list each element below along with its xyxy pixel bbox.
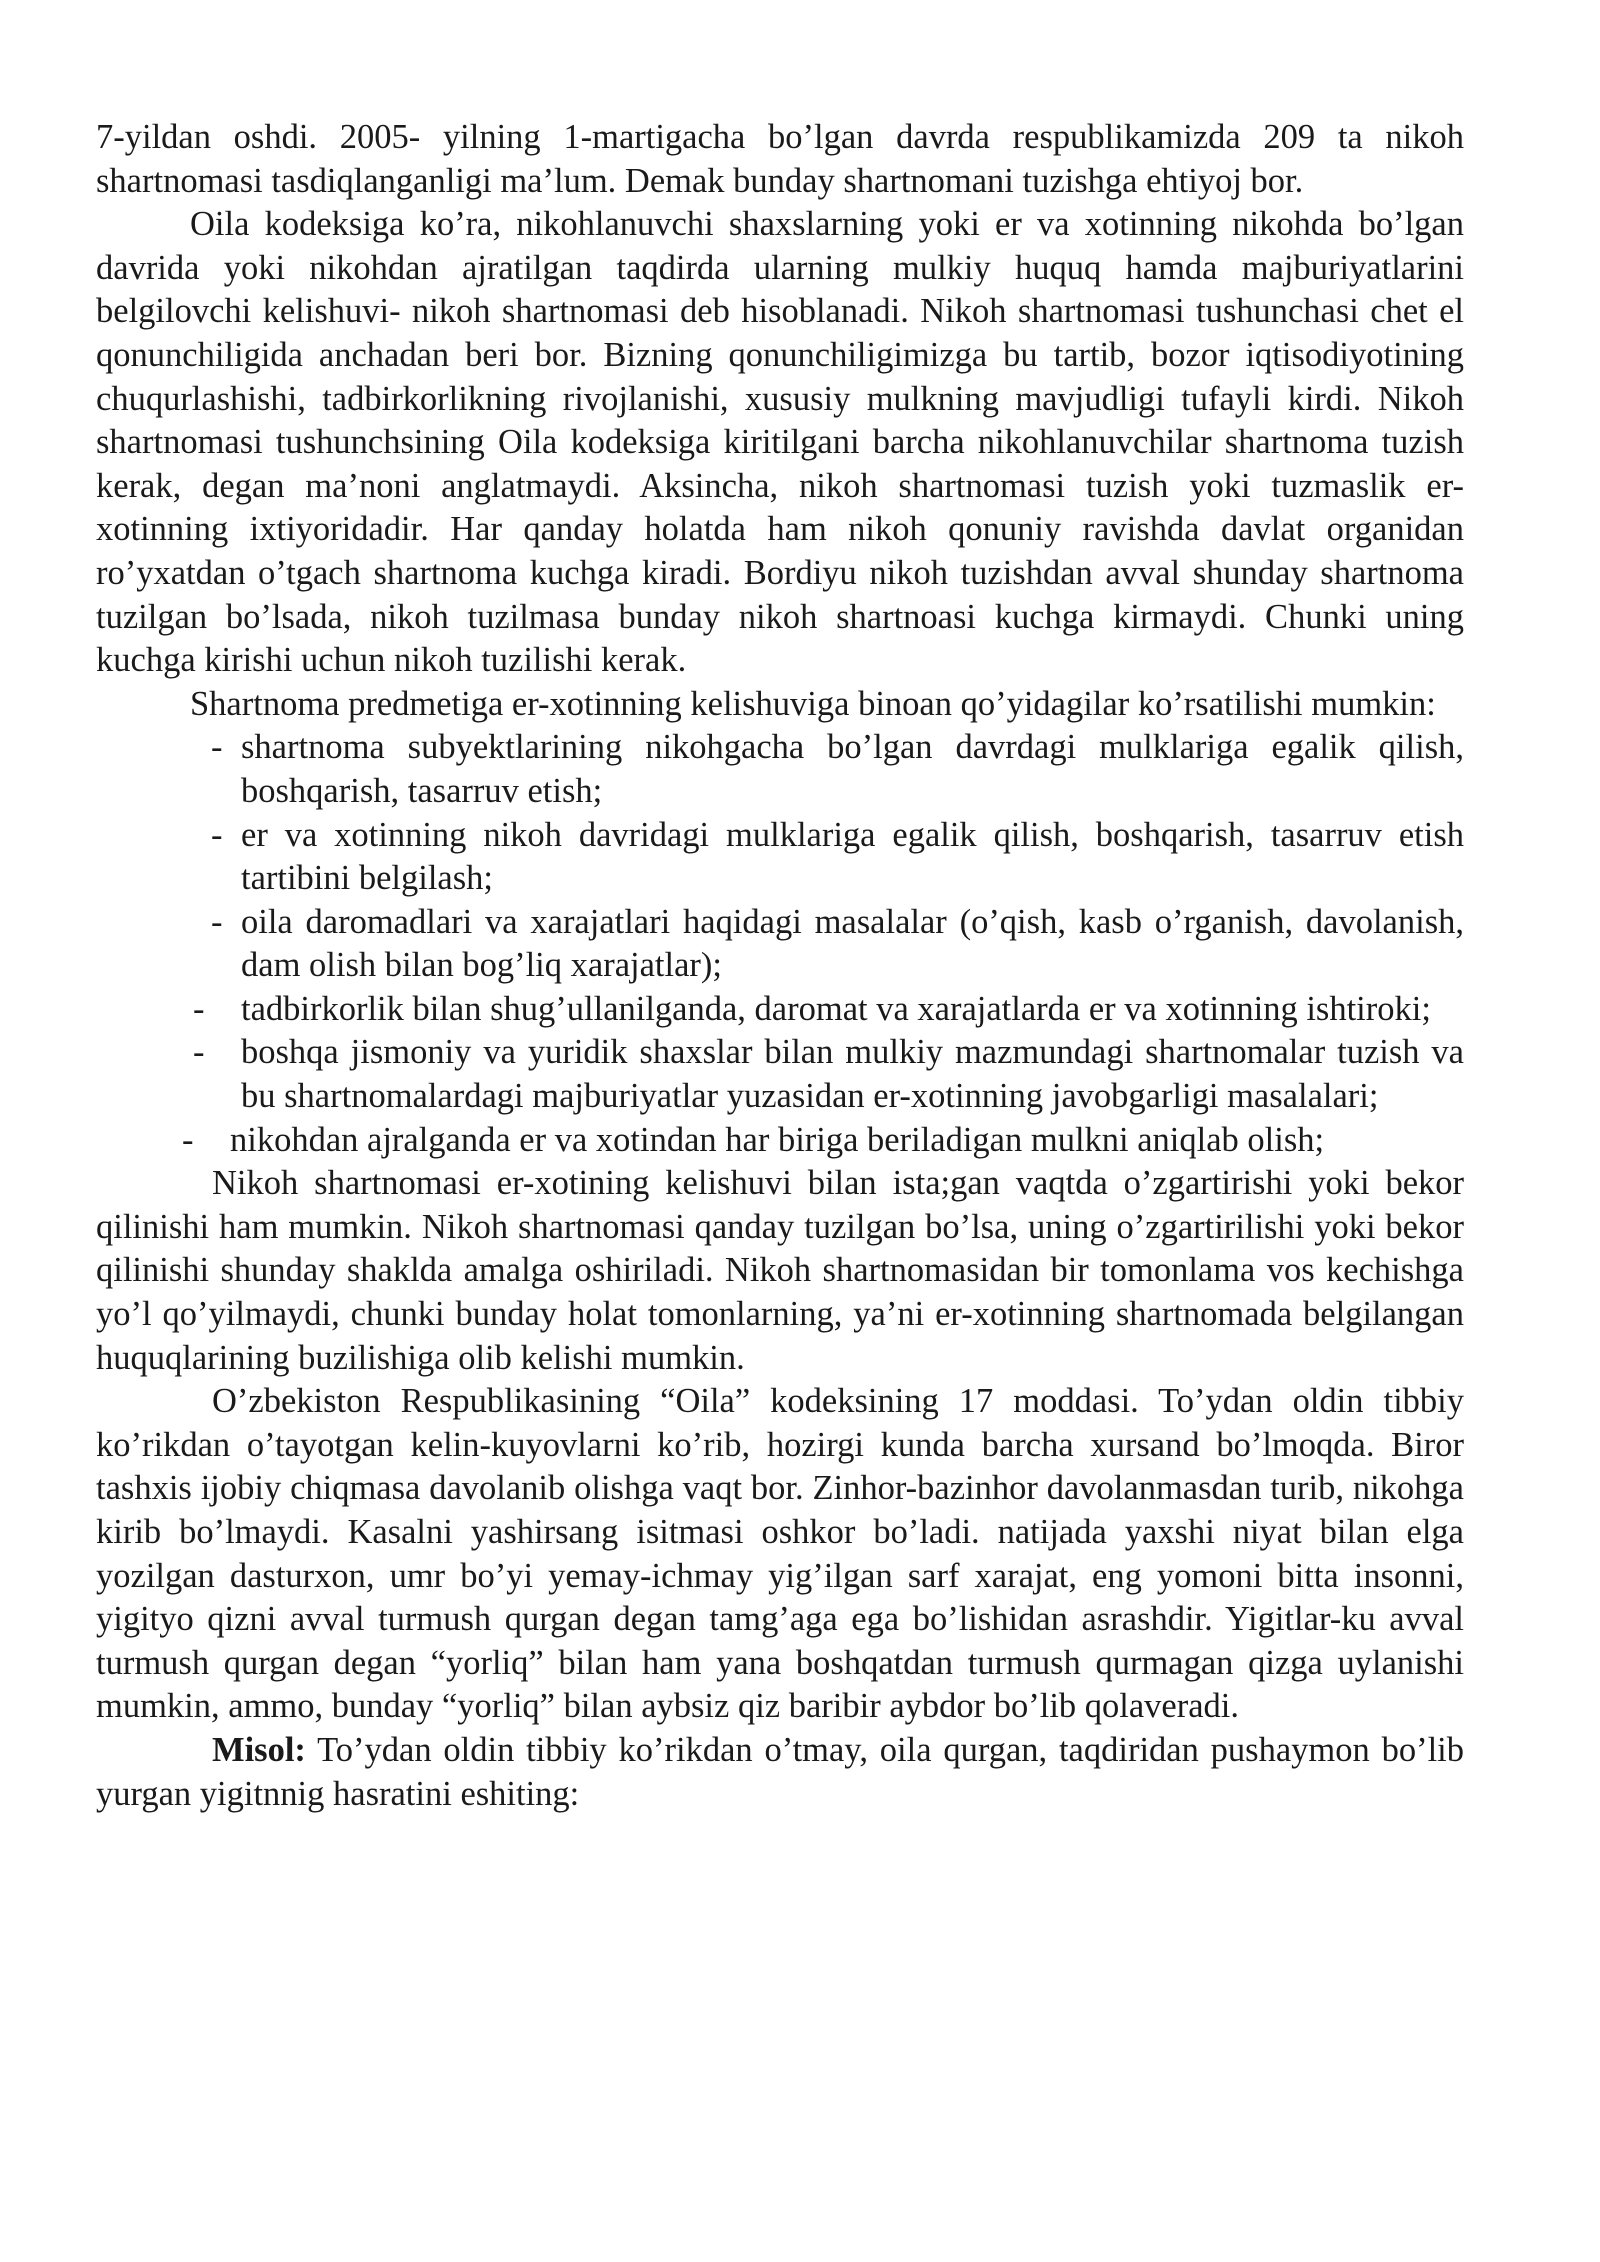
- document-page: [96, 116, 1464, 1816]
- list-dash: -: [211, 815, 223, 854]
- list-dash: -: [193, 989, 205, 1028]
- list-item: [96, 901, 1464, 988]
- example-text: To’ydan oldin tibbiy ko’rikdan o’tmay, oila qurgan, taqdiridan pushaymon bo’lib yurgan yigitnnig hasratini eshiting:: [96, 1730, 1464, 1813]
- list-item-text: shartnoma subyektlarining nikohgacha bo’lgan davrdagi mulklariga egalik qilish, boshqarish, tasarruv etish;: [241, 728, 1464, 810]
- list-dash: -: [182, 1120, 194, 1159]
- list-item-text: nikohdan ajralganda er va xotindan har biriga beriladigan mulkni aniqlab olish;: [230, 1120, 1325, 1159]
- list-dash: -: [211, 902, 223, 941]
- list-item-text: boshqa jismoniy va yuridik shaxslar bilan mulkiy mazmundagi shartnomalar tuzish va bu shartnomalardagi majburiyatlar yuzasidan er-xotinning javobgarligi masalalari;: [241, 1033, 1464, 1116]
- list-dash: -: [211, 728, 223, 767]
- paragraph-3: Shartnoma predmetiga er-xotinning kelishuviga binoan qo’yidagilar ko’rsatilishi mumkin:: [190, 684, 1436, 723]
- list-item-text: oila daromadlari va xarajatlari haqidagi masalalar (o’qish, kasb o’rganish, davolanish, dam olish bilan bog’liq xarajatlar);: [241, 902, 1464, 985]
- list-item: [96, 1119, 1464, 1163]
- paragraph-5: O’zbekiston Respublikasining “Oila” kodeksining 17 moddasi. To’ydan oldin tibbiy ko’rikdan o’tayotgan kelin-kuyovlarni ko’rib, hozirgi kunda barcha xursand bo’lmoqda. Biror tashxis ijobiy chiqmasa davolanib olishga vaqt bor. Zinhor-bazinhor davolanmasdan turib, nikohga kirib bo’lmaydi. Kasalni yashirsang isitmasi oshkor bo’ladi. natijada yaxshi niyat bilan elga yozilgan dasturxon, umr bo’yi yemay-ichmay yig’ilgan sarf xarajat, eng yomoni bitta insonni, yigityo qizni avval turmush qurgan degan tamg’aga ega bo’lishidan asrashdir. Yigitlar-ku avval turmush qurgan degan “yorliq” bilan ham yana boshqatdan turmush qurmagan qizga uylanishi mumkin, ammo, bunday “yorliq” bilan aybsiz qiz baribir aybdor bo’lib qolaveradi.: [96, 1382, 1464, 1726]
- list-item: [96, 988, 1464, 1032]
- subject-list: [96, 726, 1464, 1162]
- list-item: [96, 726, 1464, 813]
- paragraph-6: [96, 1729, 1464, 1816]
- paragraph-1: 7-yildan oshdi. 2005- yilning 1-martigacha bo’lgan davrda respublikamizda 209 ta nikoh shartnomasi tasdiqlanganligi ma’lum. Demak bunday shartnomani tuzishga ehtiyoj bor.: [96, 118, 1464, 200]
- list-dash: -: [193, 1033, 205, 1072]
- paragraph-2: Oila kodeksiga ko’ra, nikohlanuvchi shaxslarning yoki er va xotinning nikohda bo’lgan davrida yoki nikohdan ajratilgan taqdirda ularning mulkiy huquq hamda majburiyatlarini belgilovchi kelishuvi- nikoh shartnomasi deb hisoblanadi. Nikoh shartnomasi tushunchasi chet el qonunchiligida anchadan beri bor. Bizning qonunchiligimizga bu tartib, bozor iqtisodiyotining chuqurlashishi, tadbirkorlikning rivojlanishi, xususiy mulkning mavjudligi tufayli kirdi. Nikoh shartnomasi tushunchsining Oila kodeksiga kiritilgani barcha nikohlanuvchilar shartnoma tuzish kerak, degan ma’noni anglatmaydi. Aksincha, nikoh shartnomasi tuzish yoki tuzmaslik er-xotinning ixtiyoridadir. Har qanday holatda ham nikoh qonuniy ravishda davlat organidan ro’yxatdan o’tgach shartnoma kuchga kiradi. Bordiyu nikoh tuzishdan avval shunday shartnoma tuzilgan bo’lsada, nikoh tuzilmasa bunday nikoh shartnoasi kuchga kirmaydi. Chunki uning kuchga kirishi uchun nikoh tuzilishi kerak.: [96, 205, 1464, 680]
- list-item-text: er va xotinning nikoh davridagi mulklariga egalik qilish, boshqarish, tasarruv etish tartibini belgilash;: [241, 815, 1464, 898]
- example-label: Misol:: [212, 1730, 306, 1769]
- list-item-text: tadbirkorlik bilan shug’ullanilganda, daromat va xarajatlarda er va xotinning ishtiroki;: [241, 989, 1431, 1028]
- list-item: [96, 814, 1464, 901]
- list-item: [96, 1031, 1464, 1118]
- paragraph-4: Nikoh shartnomasi er-xotining kelishuvi bilan ista;gan vaqtda o’zgartirishi yoki bekor qilinishi ham mumkin. Nikoh shartnomasi qanday tuzilgan bo’lsa, uning o’zgartirilishi yoki bekor qilinishi shunday shaklda amalga oshiriladi. Nikoh shartnomasidan bir tomonlama vos kechishga yo’l qo’yilmaydi, chunki bunday holat tomonlarning, ya’ni er-xotinning shartnomada belgilangan huquqlarining buzilishiga olib kelishi mumkin.: [96, 1164, 1464, 1377]
